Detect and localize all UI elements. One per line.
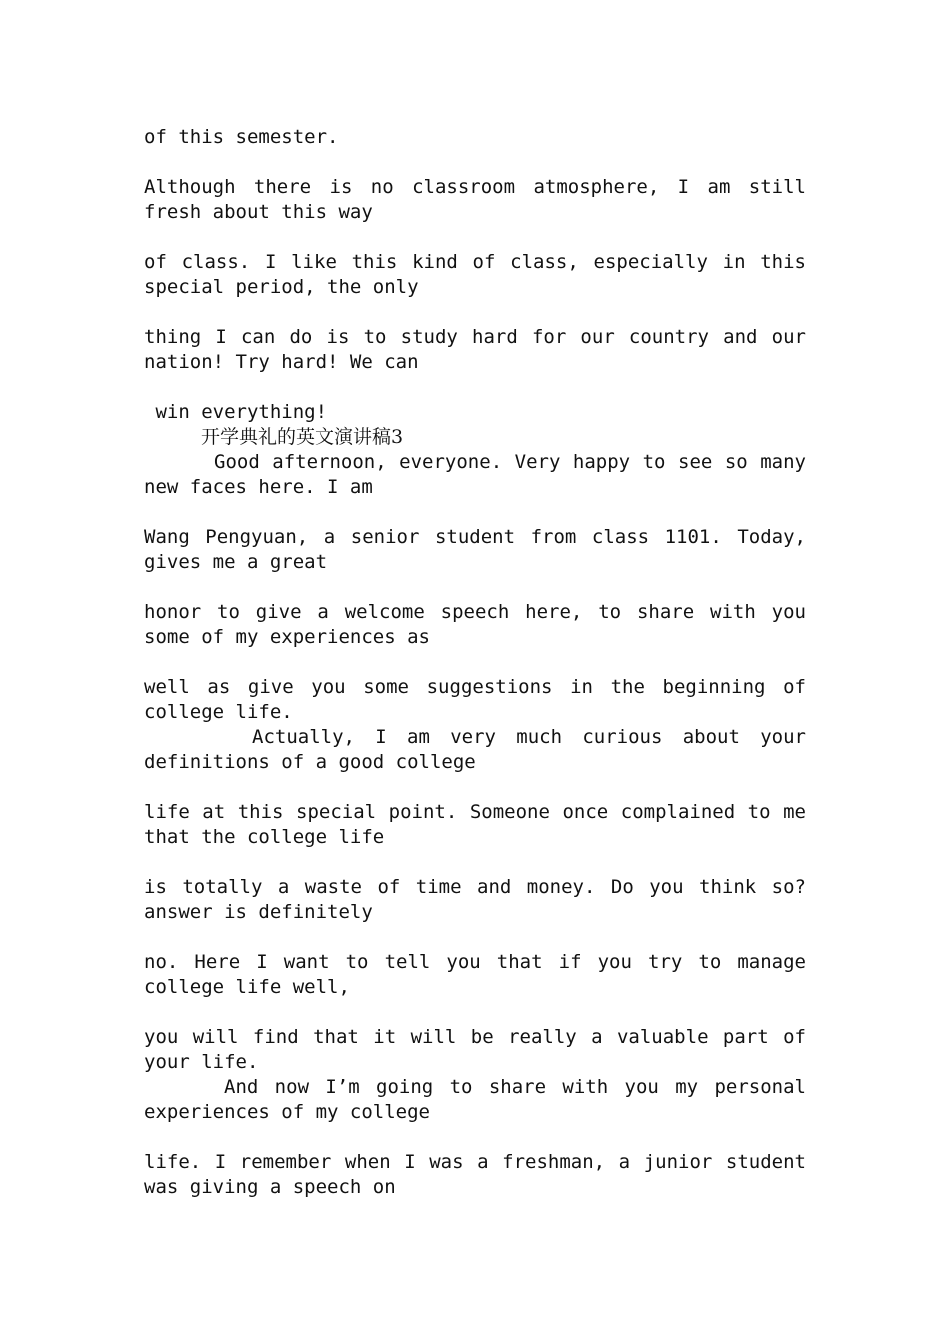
text-line: Good afternoon, everyone. Very happy to see so many — [214, 451, 806, 473]
text-line: definitions of a good college — [144, 751, 476, 773]
blank-line — [144, 225, 806, 250]
text-line: Wang Pengyuan, a senior student from class 1101. Today, — [144, 526, 806, 548]
blank-line — [144, 925, 806, 950]
text-line: of this semester. — [144, 126, 339, 148]
text-line: life at this special point. Someone once complained to me — [144, 801, 806, 823]
text-line: college life. — [144, 701, 293, 723]
text-line: your life. — [144, 1051, 259, 1073]
text-line: answer is definitely — [144, 901, 373, 923]
text-line: And now I’m going to share with you my personal — [224, 1076, 806, 1098]
blank-line — [144, 500, 806, 525]
text-line: well as give you some suggestions in the beginning of — [144, 676, 806, 698]
blank-line — [144, 300, 806, 325]
blank-line — [144, 150, 806, 175]
document-body — [144, 125, 806, 1200]
text-line: of class. I like this kind of class, especially in this — [144, 251, 806, 273]
blank-line — [144, 775, 806, 800]
text-line: win everything! — [144, 401, 328, 423]
text-line: gives me a great — [144, 551, 328, 573]
blank-line — [144, 375, 806, 400]
text-line: new faces here. I am — [144, 476, 373, 498]
blank-line — [144, 575, 806, 600]
text-line: special period, the only — [144, 276, 419, 298]
text-line: Although there is no classroom atmosphere, I am still — [144, 176, 806, 198]
blank-line — [144, 1125, 806, 1150]
blank-line — [144, 1000, 806, 1025]
text-line: thing I can do is to study hard for our country and our — [144, 326, 806, 348]
text-line: that the college life — [144, 826, 385, 848]
blank-line — [144, 650, 806, 675]
text-line: honor to give a welcome speech here, to share with you — [144, 601, 806, 623]
text-line: experiences of my college — [144, 1101, 430, 1123]
text-line: was giving a speech on — [144, 1176, 396, 1198]
text-line: fresh about this way — [144, 201, 373, 223]
section-heading: 开学典礼的英文演讲稿3 — [201, 426, 404, 448]
text-line: nation! Try hard! We can — [144, 351, 419, 373]
text-line: you will find that it will be really a valuable part of — [144, 1026, 806, 1048]
blank-line — [144, 850, 806, 875]
text-line: no. Here I want to tell you that if you try to manage — [144, 951, 806, 973]
text-line: some of my experiences as — [144, 626, 430, 648]
text-line: Actually, I am very much curious about your — [252, 726, 806, 748]
text-line: is totally a waste of time and money. Do you think so? — [144, 876, 806, 898]
text-line: life. I remember when I was a freshman, a junior student — [144, 1151, 806, 1173]
text-line: college life well, — [144, 976, 350, 998]
